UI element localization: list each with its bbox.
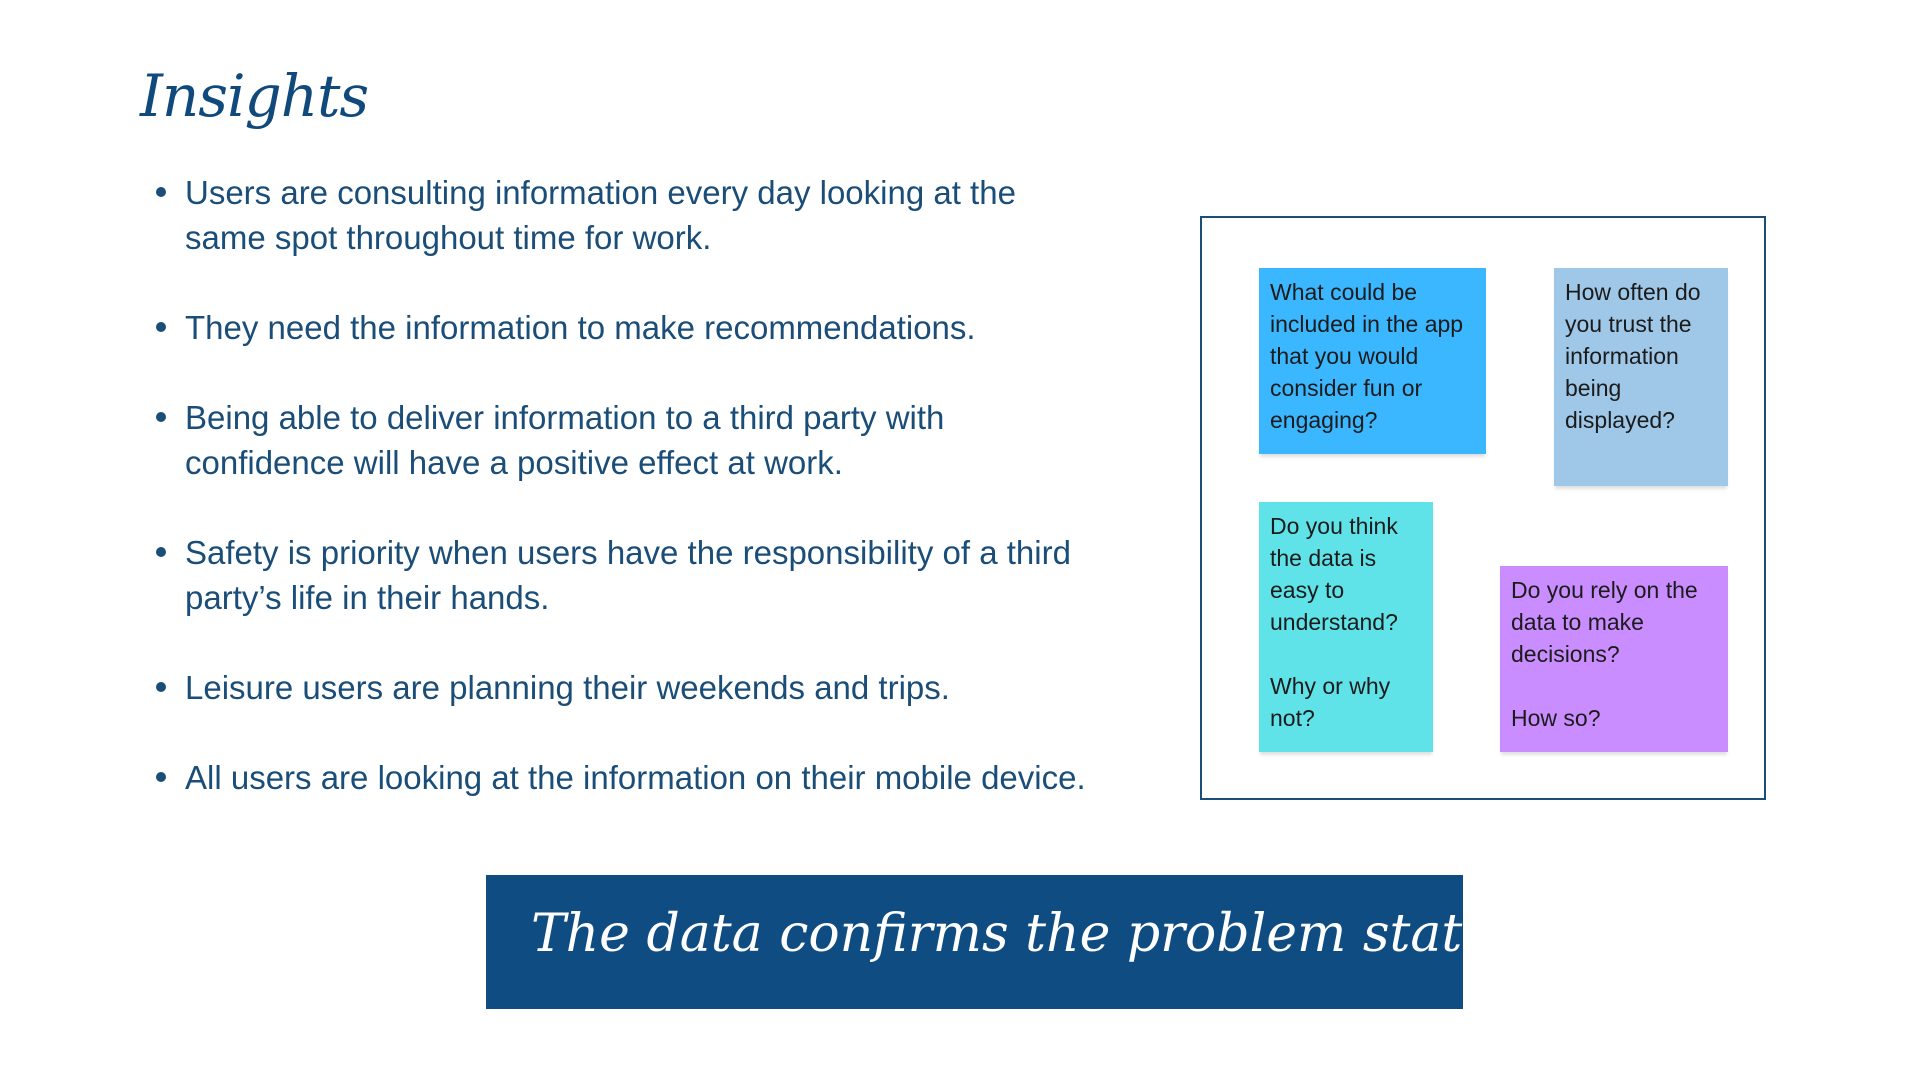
insight-text: All users are looking at the information on their mobile device. xyxy=(185,759,1086,796)
bullet-icon xyxy=(156,412,166,422)
sticky-note-understand: Do you think the data is easy to understand? Why or why not? xyxy=(1259,502,1433,752)
bullet-icon xyxy=(156,187,166,197)
insight-text: Safety is priority when users have the responsibility of a third party’s life in their hands. xyxy=(185,534,1071,616)
page-title: Insights xyxy=(140,62,369,130)
conclusion-banner xyxy=(486,875,1628,1009)
bullet-icon xyxy=(156,322,166,332)
sticky-note-trust: How often do you trust the information being displayed? xyxy=(1554,268,1728,486)
bullet-icon xyxy=(156,547,166,557)
banner-text: The data confirms the problem statement xyxy=(531,904,1628,964)
insight-item xyxy=(150,755,1100,800)
sticky-note-fun: What could be included in the app that you would consider fun or engaging? xyxy=(1259,268,1486,454)
insights-list xyxy=(150,170,1100,845)
insight-item xyxy=(150,665,1100,710)
insight-item xyxy=(150,170,1100,260)
insight-text: Being able to deliver information to a third party with confidence will have a positive effect at work. xyxy=(185,399,945,481)
bullet-icon xyxy=(156,682,166,692)
insight-item xyxy=(150,395,1100,485)
insight-text: Leisure users are planning their weekends and trips. xyxy=(185,669,950,706)
insight-text: Users are consulting information every day looking at the same spot throughout time for work. xyxy=(185,174,1016,256)
bullet-icon xyxy=(156,772,166,782)
insight-text: They need the information to make recommendations. xyxy=(185,309,976,346)
sticky-note-decisions: Do you rely on the data to make decisions? How so? xyxy=(1500,566,1728,752)
sticky-note-board xyxy=(1200,216,1766,800)
insight-item xyxy=(150,305,1100,350)
insight-item xyxy=(150,530,1100,620)
